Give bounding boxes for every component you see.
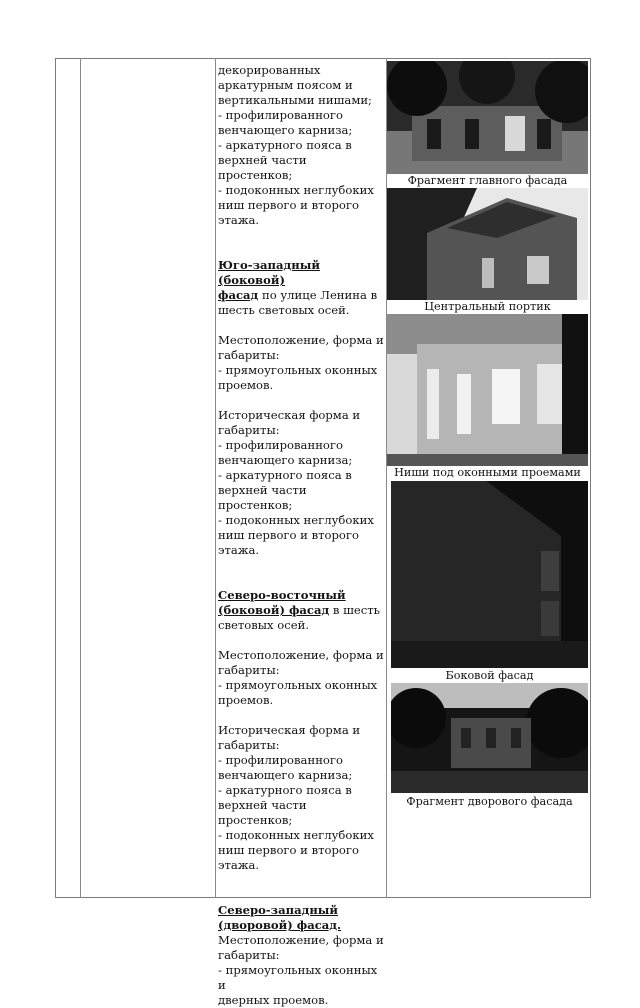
text-line: габариты: <box>218 663 280 677</box>
text-line: этажа. <box>218 543 260 557</box>
text-line: световых осей. <box>218 618 310 632</box>
text-line: венчающего карниза; <box>218 768 353 782</box>
text-line: проемов. <box>218 693 274 707</box>
photo-side-facade <box>391 481 588 668</box>
text-line: - подоконных неглубоких <box>218 513 374 527</box>
text-line: вертикальными нишами; <box>218 93 372 107</box>
text-line: этажа. <box>218 858 260 872</box>
section-heading-ne: Северо-восточный <box>218 588 346 602</box>
text-line: верхней части простенков; <box>218 483 307 512</box>
text-line: - подоконных неглубоких <box>218 183 374 197</box>
text-line: ниш первого и второго <box>218 843 359 857</box>
text-line: декорированных <box>218 63 321 77</box>
text-line: габариты: <box>218 348 280 362</box>
text-line: - аркатурного пояса в <box>218 138 352 152</box>
text-line: этажа. <box>218 213 260 227</box>
text-line: Историческая форма и <box>218 723 361 737</box>
description-column <box>218 63 384 1008</box>
photo-main-facade <box>387 61 588 174</box>
text-line: Историческая форма и <box>218 408 361 422</box>
text-line: Местоположение, форма и <box>218 933 384 947</box>
column-divider-2 <box>215 58 216 898</box>
text-line: ниш первого и второго <box>218 528 359 542</box>
text-line: - прямоугольных оконных <box>218 363 378 377</box>
text-line: дверных проемов. <box>218 993 329 1007</box>
caption-photo2: Центральный портик <box>424 300 551 313</box>
photo-central-portico <box>387 188 588 300</box>
text-line: - профилированного <box>218 438 343 452</box>
text-line: венчающего карниза; <box>218 123 353 137</box>
caption-photo4: Боковой фасад <box>445 669 534 682</box>
text-line: ниш первого и второго <box>218 198 359 212</box>
text-line: - профилированного <box>218 753 343 767</box>
text-line: шесть световых осей. <box>218 303 350 317</box>
text-line: - прямоугольных оконных и <box>218 963 378 992</box>
text-line: габариты: <box>218 738 280 752</box>
section-heading-ne-line2: (боковой) фасад в шесть <box>218 603 380 617</box>
caption-photo1: Фрагмент главного фасада <box>407 174 568 187</box>
caption-photo5: Фрагмент дворового фасада <box>406 795 573 808</box>
text-line: Местоположение, форма и <box>218 333 384 347</box>
text-line: Местоположение, форма и <box>218 648 384 662</box>
text-line: - прямоугольных оконных <box>218 678 378 692</box>
photo-courtyard-facade <box>391 683 588 793</box>
text-line: - аркатурного пояса в <box>218 468 352 482</box>
text-line: - подоконных неглубоких <box>218 828 374 842</box>
caption-photo3: Ниши под оконными проемами <box>394 466 581 479</box>
text-line: верхней части простенков; <box>218 798 307 827</box>
text-line: аркатурным поясом и <box>218 78 353 92</box>
text-line: габариты: <box>218 423 280 437</box>
section-heading-sw-line2: фасад по улице Ленина в <box>218 288 378 302</box>
section-heading-nw: Северо-западный <box>218 903 339 917</box>
column-divider-1 <box>80 58 81 898</box>
text-line: венчающего карниза; <box>218 453 353 467</box>
text-line: проемов. <box>218 378 274 392</box>
section-heading-sw: Юго-западный (боковой) <box>218 258 320 287</box>
text-line: - аркатурного пояса в <box>218 783 352 797</box>
text-line: - профилированного <box>218 108 343 122</box>
section-heading-nw-line2: (дворовой) фасад. <box>218 918 342 932</box>
photo-window-niches <box>387 314 588 466</box>
text-line: верхней части простенков; <box>218 153 307 182</box>
text-line: габариты: <box>218 948 280 962</box>
